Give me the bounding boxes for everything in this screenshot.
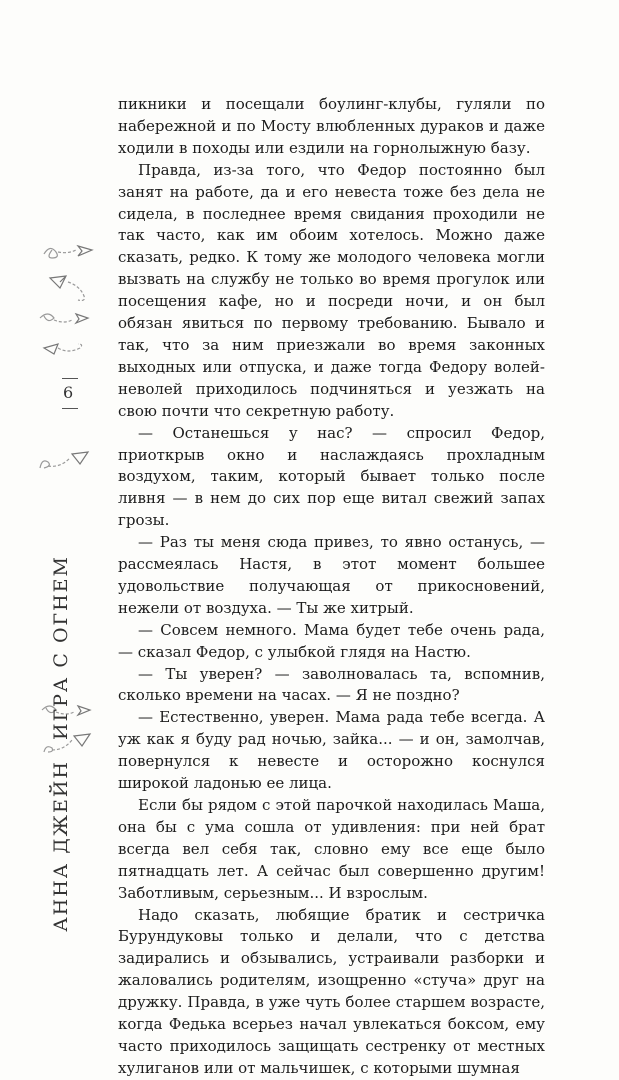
paper-plane-doodle-icon: [40, 238, 100, 308]
body-text: [118, 94, 545, 1080]
page-number: 6: [63, 383, 74, 402]
running-author: [50, 760, 80, 935]
page-number-rule: [62, 408, 78, 409]
paragraph: пикники и посещали боулинг-клубы, гуляли по набережной и по Мосту влюбленных дураков и даже ходили в походы или ездили на горнолыжную базу.: [118, 95, 545, 157]
book-title: ИГРА С ОГНЕМ: [50, 555, 72, 740]
paper-plane-doodle-icon: [36, 448, 96, 478]
paper-plane-doodle-icon: [36, 308, 96, 368]
paragraph: Правда, из-за того, что Федор постоянно был занят на работе, да и его невеста тоже без дела не сидела, в последнее время свидания проходили не так часто, как им обоим хотелось. Можно даже сказать, редко. К тому же молодого человека могли вызвать на службу не только во время прогулок или посещения кафе, но и посреди ночи, и он был обязан явиться по первому требованию. Бывало и так, что за ним приезжали во время законных выходных или отпуска, и даже тогда Федору волей-неволей приходилось подчиняться и уезжать на свою почти что секретную работу.: [118, 160, 545, 420]
paragraph: — Раз ты меня сюда привез, то явно останусь, — рассмеялась Настя, в этот момент большее удовольствие получающая от прикосновений, нежели от воздуха. — Ты же хитрый.: [118, 533, 545, 617]
paragraph: Надо сказать, любящие братик и сестричка Бурундуковы только и делали, что с детства задирались и обзывались, устраивали разборки и жаловались родителям, изощренно «стуча» друг на дружку. Правда, в уже чуть более старшем возрасте, когда Федька всерьез начал увлекаться боксом, ему часто приходилось защищать сестренку от местных хулиганов или от мальчишек, с которыми шумная: [118, 905, 545, 1077]
paragraph: — Останешься у нас? — спросил Федор, приоткрыв окно и наслаждаясь прохладным воздухом, таким, который бывает только после ливня — в нем до сих пор еще витал свежий запах грозы.: [118, 423, 545, 530]
running-title: [50, 555, 80, 740]
book-author: АННА ДЖЕЙН: [50, 760, 72, 932]
paragraph: — Естественно, уверен. Мама рада тебе всегда. А уж как я буду рад ночью, зайка... — и он, замолчав, повернулся к невесте и осторожно коснулся широкой ладонью ее лица.: [118, 708, 545, 793]
paragraph: — Ты уверен? — заволновалась та, вспомнив, сколько времени на часах. — Я не поздно?: [118, 664, 545, 705]
paragraph: Если бы рядом с этой парочкой находилась Маша, она бы с ума сошла от удивления: при ней брат всегда вел себя так, словно ему все еще было пятнадцать лет. А сейчас был совершенно другим! Заботливым, серьезным... И взрослым.: [118, 796, 545, 902]
page-number-rule: [62, 378, 78, 379]
paragraph: — Совсем немного. Мама будет тебе очень рада, — сказал Федор, с улыбкой глядя на Настю.: [118, 620, 545, 661]
